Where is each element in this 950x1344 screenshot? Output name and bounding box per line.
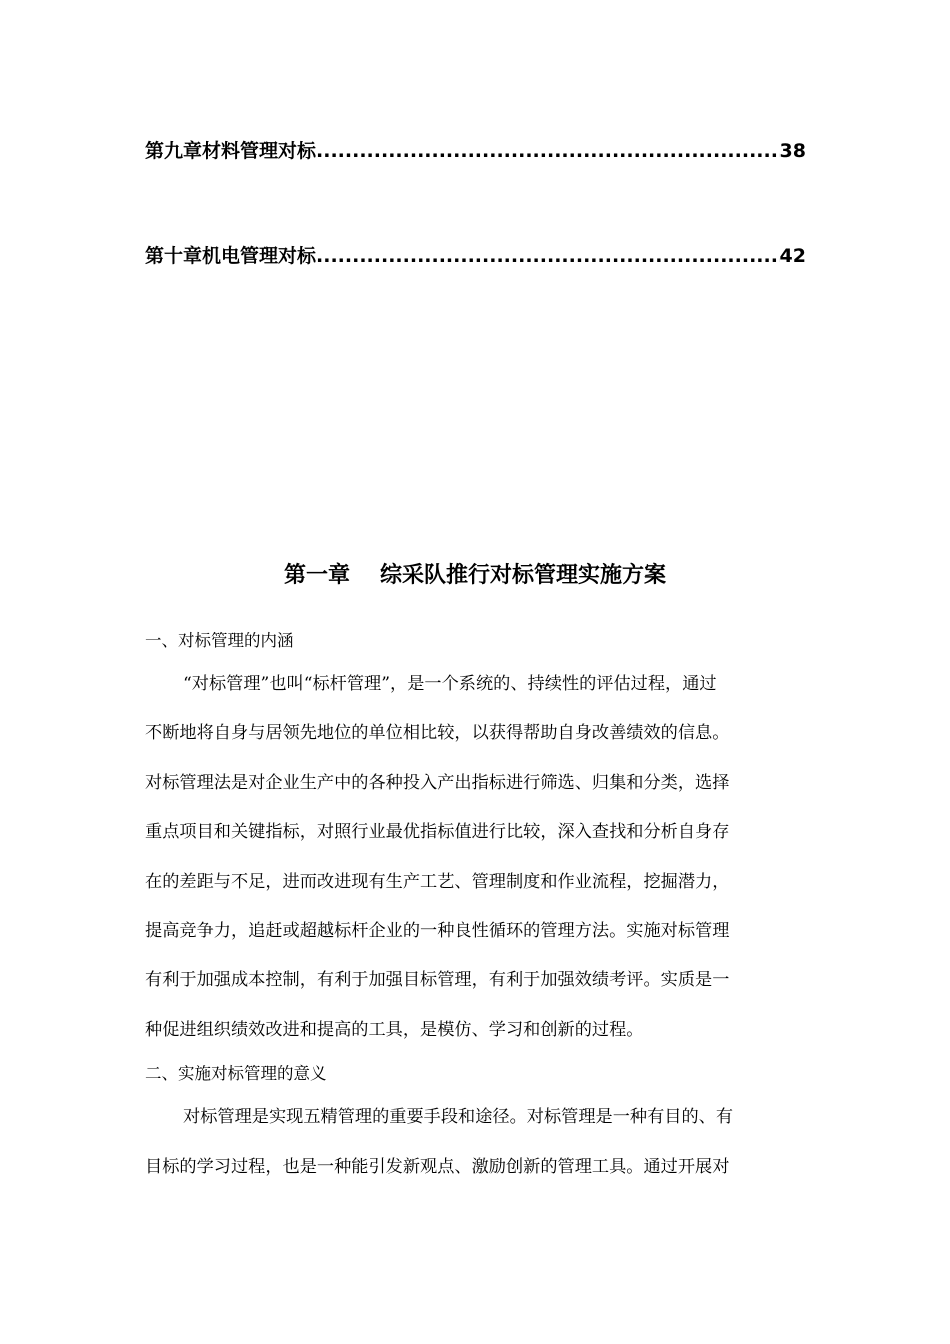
section-heading: 一、对标管理的内涵: [145, 631, 294, 650]
toc-dot-leader: [316, 139, 780, 163]
toc-entry[interactable]: [145, 139, 806, 163]
paragraph-line: 提高竞争力，追赶或超越标杆企业的一种良性循环的管理方法。实施对标管理: [145, 920, 730, 941]
paragraph-line: 种促进组织绩效改进和提高的工具，是模仿、学习和创新的过程。: [145, 1019, 644, 1040]
section-heading: 二、实施对标管理的意义: [145, 1064, 327, 1084]
paragraph-line: 有利于加强成本控制，有利于加强目标管理，有利于加强效绩考评。实质是一: [145, 970, 730, 991]
toc-dot-leader: [316, 244, 780, 268]
paragraph-line: 不断地将自身与居领先地位的单位相比较，以获得帮助自身改善绩效的信息。: [145, 723, 730, 744]
paragraph-line: 在的差距与不足，进而改进现有生产工艺、管理制度和作业流程，挖掘潜力，: [145, 871, 730, 892]
toc-entry-page: 42: [779, 245, 806, 267]
toc-entry-title: 第十章机电管理对标: [145, 245, 317, 267]
document-body: [145, 622, 807, 1192]
chapter-label: 第一章: [283, 563, 350, 588]
toc-entry[interactable]: [145, 244, 806, 268]
paragraph-line: 对标管理是实现五精管理的重要手段和途径。对标管理是一种有目的、有: [183, 1107, 734, 1128]
paragraph-line: 重点项目和关键指标，对照行业最优指标值进行比较，深入查找和分析自身存: [145, 822, 730, 843]
chapter-title-text: 综采队推行对标管理实施方案: [380, 563, 667, 588]
chapter-title: [0, 560, 950, 592]
toc-entry-title: 第九章材料管理对标: [145, 140, 317, 162]
paragraph-line: “对标管理”也叫“标杆管理”，是一个系统的、持续性的评估过程，通过: [183, 674, 717, 694]
paragraph: [145, 1093, 807, 1192]
paragraph-line: 目标的学习过程，也是一种能引发新观点、激励创新的管理工具。通过开展对: [145, 1156, 730, 1177]
toc-entry-page: 38: [779, 140, 806, 162]
paragraph: [145, 660, 807, 1055]
paragraph-line: 对标管理法是对企业生产中的各种投入产出指标进行筛选、归集和分类，选择: [145, 772, 730, 793]
